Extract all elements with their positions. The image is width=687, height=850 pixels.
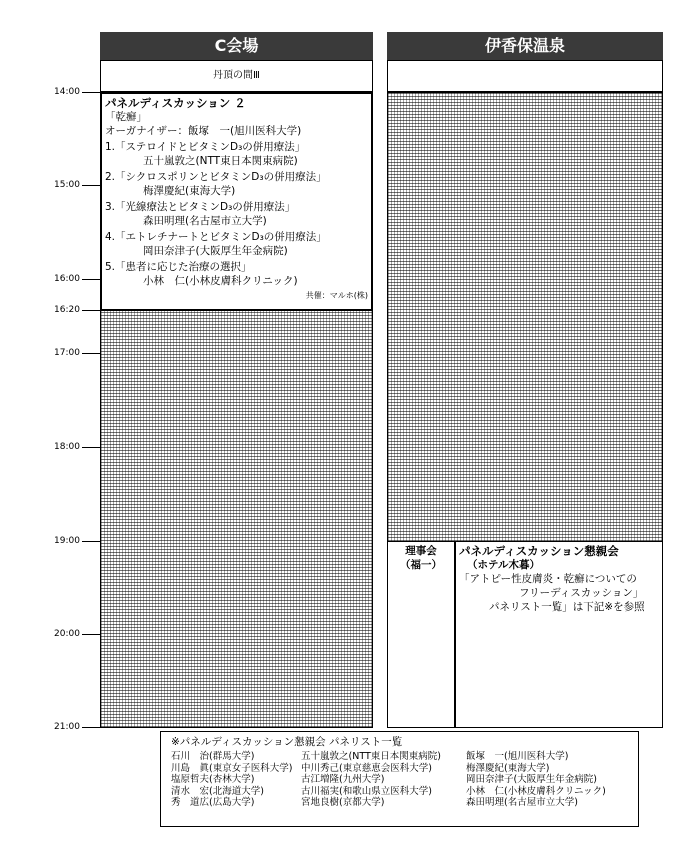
panelist-name: 石川 治(群馬大学)	[171, 751, 255, 762]
panelist-name: 清水 宏(北海道大学)	[171, 785, 264, 797]
tick-label-1400: 14:00	[54, 87, 80, 97]
social-theme-line2: フリーディスカッション」	[519, 587, 644, 599]
panelist-column-1	[171, 751, 301, 809]
panelist-columns	[171, 751, 628, 809]
panel-organizer: オーガナイザー：飯塚 一(旭川医科大学)	[105, 125, 302, 137]
tick-line	[82, 727, 100, 728]
panelist-name: 宮地良樹(京都大学)	[301, 797, 385, 808]
ikaho-header	[387, 32, 663, 60]
panelist-name: 川島 眞(東京女子医科大学)	[171, 762, 293, 774]
tick-line	[82, 353, 100, 354]
panelist-name: 森田明理(名古屋市立大学)	[466, 797, 578, 808]
social-title: パネルディスカッション懇親会	[459, 544, 619, 558]
tick-label-1600: 16:00	[54, 274, 80, 284]
tick-line	[82, 185, 100, 186]
talk-2-speaker: 梅澤慶紀(東海大学)	[143, 185, 236, 197]
ikaho-room-cell	[387, 60, 663, 92]
panelist-name: 塩原哲夫(杏林大学)	[171, 774, 255, 785]
panel-discussion-block	[100, 92, 373, 311]
talk-4-speaker: 岡田奈津子(大阪厚生年金病院)	[143, 245, 288, 257]
talk-2-title: 2.「シクロスポリンとビタミンD₃の併用療法」	[105, 171, 327, 183]
panelist-name: 秀 道広(広島大学)	[171, 797, 255, 808]
board-meeting-block	[387, 541, 455, 728]
board-meeting-place: （福一）	[400, 559, 442, 571]
panelist-name: 中川秀己(東京慈恵会医科大学)	[301, 762, 432, 774]
talk-5-title: 5.「患者に応じた治療の選択」	[105, 261, 252, 273]
tick-label-1900: 19:00	[54, 536, 80, 546]
talk-3-title: 3.「光線療法とビタミンD₃の併用療法」	[105, 201, 296, 213]
tick-label-2100: 21:00	[54, 722, 80, 732]
tick-label-2000: 20:00	[54, 629, 80, 639]
talk-1-speaker: 五十嵐敦之(NTT東日本関東病院)	[143, 155, 298, 167]
panel-topic: 「乾癬」	[105, 111, 147, 123]
panel-sponsor: 共催：マルホ(株)	[305, 291, 368, 300]
social-gathering-block	[455, 541, 663, 728]
tick-label-1620: 16:20	[54, 305, 80, 315]
tick-line	[82, 447, 100, 448]
panelist-name: 岡田奈津子(大阪厚生年金病院)	[466, 774, 597, 785]
talk-3-speaker: 森田明理(名古屋市立大学)	[143, 215, 267, 227]
c-hall-header	[100, 32, 373, 60]
panelist-name: 古川福実(和歌山県立医科大学)	[301, 785, 432, 797]
panelist-name: 飯塚 一(旭川医科大学)	[466, 751, 569, 762]
time-axis	[48, 87, 100, 732]
panelist-heading: ※パネルディスカッション懇親会 パネリスト一覧	[171, 736, 403, 748]
board-meeting-title: 理事会	[405, 545, 437, 557]
panel-title: パネルディスカッション ２	[105, 96, 246, 110]
tick-line	[82, 279, 100, 280]
room-name: 丹頂の間Ⅲ	[213, 70, 260, 81]
panelist-list-box	[160, 731, 639, 827]
social-note: パネリスト一覧」は下記※を参照	[489, 601, 645, 613]
talk-4-title: 4.「エトレチナートとビタミンD₃の併用療法」	[105, 231, 327, 243]
ikaho-title: 伊香保温泉	[484, 36, 565, 55]
tick-label-1800: 18:00	[54, 442, 80, 452]
panelist-name: 五十嵐敦之(NTT東日本関東病院)	[301, 751, 441, 762]
panelist-column-2	[301, 751, 466, 809]
social-place: （ホテル木暮）	[467, 559, 540, 571]
tick-line	[82, 310, 100, 311]
tick-line	[82, 634, 100, 635]
tick-line	[82, 92, 100, 93]
talk-1-title: 1.「ステロイドとビタミンD₃の併用療法」	[105, 141, 306, 153]
tick-label-1700: 17:00	[54, 348, 80, 358]
panelist-name: 古江増隆(九州大学)	[301, 774, 385, 785]
panelist-name: 小林 仁(小林皮膚科クリニック)	[466, 785, 606, 797]
tick-label-1500: 15:00	[54, 180, 80, 190]
tick-line	[82, 541, 100, 542]
panelist-name: 梅澤慶紀(東海大学)	[466, 762, 550, 774]
c-hall-room-cell	[100, 60, 373, 92]
social-theme-line1: 「アトピー性皮膚炎・乾癬についての	[459, 573, 637, 585]
c-hall-title: C会場	[214, 36, 259, 55]
panelist-column-3	[466, 751, 626, 809]
talk-5-speaker: 小林 仁(小林皮膚科クリニック)	[143, 275, 298, 287]
